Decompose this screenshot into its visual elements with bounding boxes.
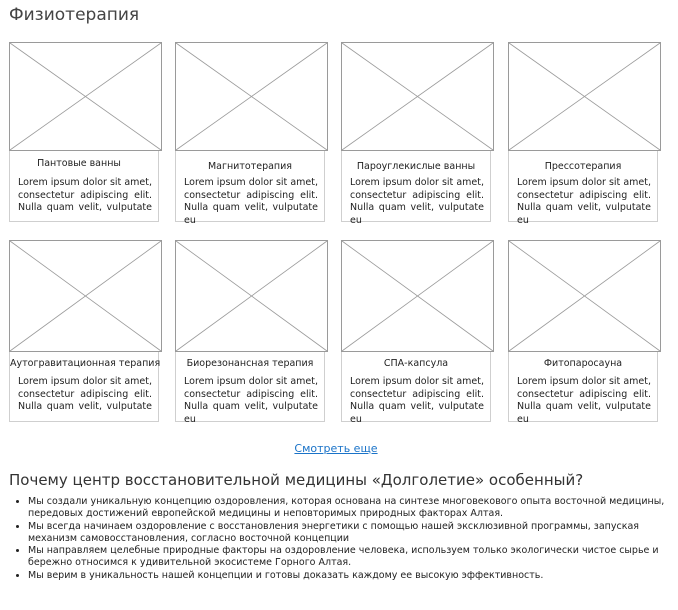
- card-description: Lorem ipsum dolor sit amet, consectetur adipiscing elit. Nulla quam velit, vulputate eu: [184, 177, 318, 226]
- list-item: • Мы всегда начинаем оздоровление с восстановления энергетики с помощью нашей эксклюзивной программы, запуская механизм самовосстановления, согласно восточной концепции: [28, 521, 678, 546]
- card-title: Фитопаросауна: [543, 358, 623, 369]
- card-title: Аутогравитационная терапия: [10, 358, 161, 369]
- card-description: Lorem ipsum dolor sit amet, consectetur adipiscing elit. Nulla quam velit, vulputate: [18, 376, 152, 412]
- card-autogravitacionnaya-terapiya[interactable]: [9, 240, 159, 422]
- card-magnitoterapiya[interactable]: [175, 42, 325, 226]
- list-item: • Мы направляем целебные природные факторы на оздоровление человека, используем только экологически чистое сырье и бережно относимся к удивительной экосистеме Горного Алтая.: [28, 545, 678, 570]
- card-description: Lorem ipsum dolor sit amet, consectetur adipiscing elit. Nulla quam velit, vulputate eu: [517, 376, 651, 425]
- image-placeholder: [9, 240, 162, 352]
- image-placeholder: [508, 42, 661, 151]
- image-placeholder: [508, 240, 661, 352]
- image-placeholder: [341, 42, 494, 151]
- card-description: Lorem ipsum dolor sit amet, consectetur adipiscing elit. Nulla quam velit, vulputate eu: [517, 177, 651, 226]
- card-description: Lorem ipsum dolor sit amet, consectetur adipiscing elit. Nulla quam velit, vulputate eu: [184, 376, 318, 425]
- list-item: • Мы создали уникальную концепцию оздоровления, которая основана на синтезе многовекового опыта восточной медицины, передовых достижений европейской медицины и неповторимых природных факторах Алтая.: [28, 496, 678, 521]
- image-placeholder: [175, 42, 328, 151]
- section-title: Почему центр восстановительной медицины «Долголетие» особенный?: [9, 471, 584, 489]
- card-title: Магнитотерапия: [207, 161, 293, 172]
- image-placeholder: [341, 240, 494, 352]
- show-more-link[interactable]: Смотреть еще: [294, 442, 378, 455]
- card-biorezonansnaya-terapiya[interactable]: [175, 240, 325, 425]
- list-item: • Мы верим в уникальность нашей концепции и готовы доказать каждому ее высокую эффективность.: [28, 570, 678, 582]
- card-description: Lorem ipsum dolor sit amet, consectetur adipiscing elit. Nulla quam velit, vulputate eu: [350, 376, 484, 425]
- card-fitoparosauna[interactable]: [508, 240, 658, 425]
- features-list: [12, 496, 678, 582]
- card-title: СПА-капсула: [383, 358, 449, 369]
- card-description: Lorem ipsum dolor sit amet, consectetur adipiscing elit. Nulla quam velit, vulputate: [18, 177, 152, 213]
- card-title: Биорезонансная терапия: [186, 358, 314, 369]
- card-title: Пантовые ванны: [37, 158, 121, 169]
- card-title: Прессотерапия: [544, 161, 622, 172]
- card-description: Lorem ipsum dolor sit amet, consectetur adipiscing elit. Nulla quam velit, vulputate eu: [350, 177, 484, 226]
- card-spa-kapsula[interactable]: [341, 240, 491, 425]
- page-title: Физиотерапия: [9, 5, 140, 25]
- card-parouglekislye-vanny[interactable]: [341, 42, 491, 226]
- card-title: Пароуглекислые ванны: [356, 161, 476, 172]
- image-placeholder: [175, 240, 328, 352]
- card-pantovye-vanny[interactable]: [9, 42, 159, 222]
- image-placeholder: [9, 42, 162, 151]
- card-pressoterapiya[interactable]: [508, 42, 658, 226]
